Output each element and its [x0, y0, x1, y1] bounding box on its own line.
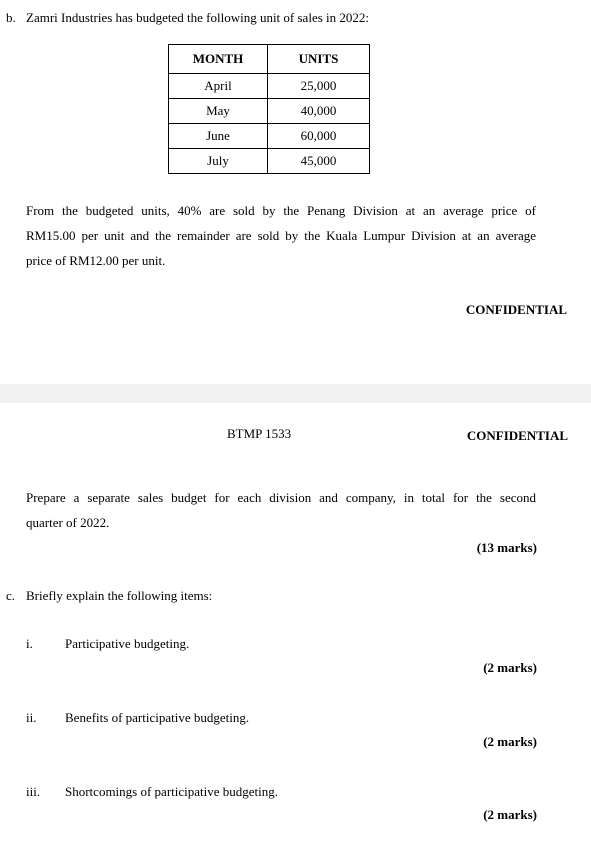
table-row	[169, 124, 370, 149]
paragraph-line: From the budgeted units, 40% are sold by the Penang Division at an average price of	[26, 203, 536, 218]
sub-item-i-marks: (2 marks)	[483, 660, 537, 675]
month-cell: July	[169, 149, 268, 174]
sub-item-ii	[26, 710, 249, 726]
question-c-text: Briefly explain the following items:	[26, 588, 213, 603]
units-table	[168, 44, 370, 174]
sub-item-ii-marks: (2 marks)	[483, 734, 537, 749]
sub-item-number: i.	[26, 636, 33, 651]
question-c-label: c.	[6, 588, 16, 603]
units-cell: 60,000	[268, 124, 370, 149]
question-b-label: b.	[6, 10, 16, 25]
units-cell: 40,000	[268, 99, 370, 124]
table-row	[169, 99, 370, 124]
sub-item-text: Participative budgeting.	[65, 636, 190, 651]
sub-item-iii	[26, 784, 278, 800]
footer-confidential: CONFIDENTIAL	[465, 302, 567, 317]
paragraph-line: price of RM12.00 per unit.	[26, 253, 166, 268]
task-line: Prepare a separate sales budget for each division and company, in total for the second	[26, 490, 536, 505]
header-confidential: CONFIDENTIAL	[466, 428, 568, 443]
sub-item-number: iii.	[26, 784, 41, 799]
task-line: quarter of 2022.	[26, 515, 110, 530]
question-b-paragraph	[26, 198, 536, 273]
sub-item-i	[26, 636, 189, 652]
task-marks: (13 marks)	[476, 540, 537, 555]
table-header-row	[169, 45, 370, 74]
units-cell: 25,000	[268, 74, 370, 99]
month-cell: May	[169, 99, 268, 124]
sub-item-number: ii.	[26, 710, 37, 725]
sub-item-iii-marks: (2 marks)	[483, 807, 537, 822]
page-break	[0, 384, 591, 403]
question-b-intro	[6, 10, 369, 26]
header-units: UNITS	[268, 45, 370, 74]
header-month: MONTH	[169, 45, 268, 74]
question-c-intro	[6, 588, 212, 604]
units-cell: 45,000	[268, 149, 370, 174]
question-b-text: Zamri Industries has budgeted the following unit of sales in 2022:	[26, 10, 369, 25]
sub-item-text: Benefits of participative budgeting.	[65, 710, 250, 725]
month-cell: April	[169, 74, 268, 99]
month-cell: June	[169, 124, 268, 149]
table-row	[169, 74, 370, 99]
task-paragraph	[26, 485, 536, 535]
table-row	[169, 149, 370, 174]
course-code: BTMP 1533	[227, 426, 292, 441]
paragraph-line: RM15.00 per unit and the remainder are sold by the Kuala Lumpur Division at an average	[26, 228, 536, 243]
sub-item-text: Shortcomings of participative budgeting.	[65, 784, 279, 799]
